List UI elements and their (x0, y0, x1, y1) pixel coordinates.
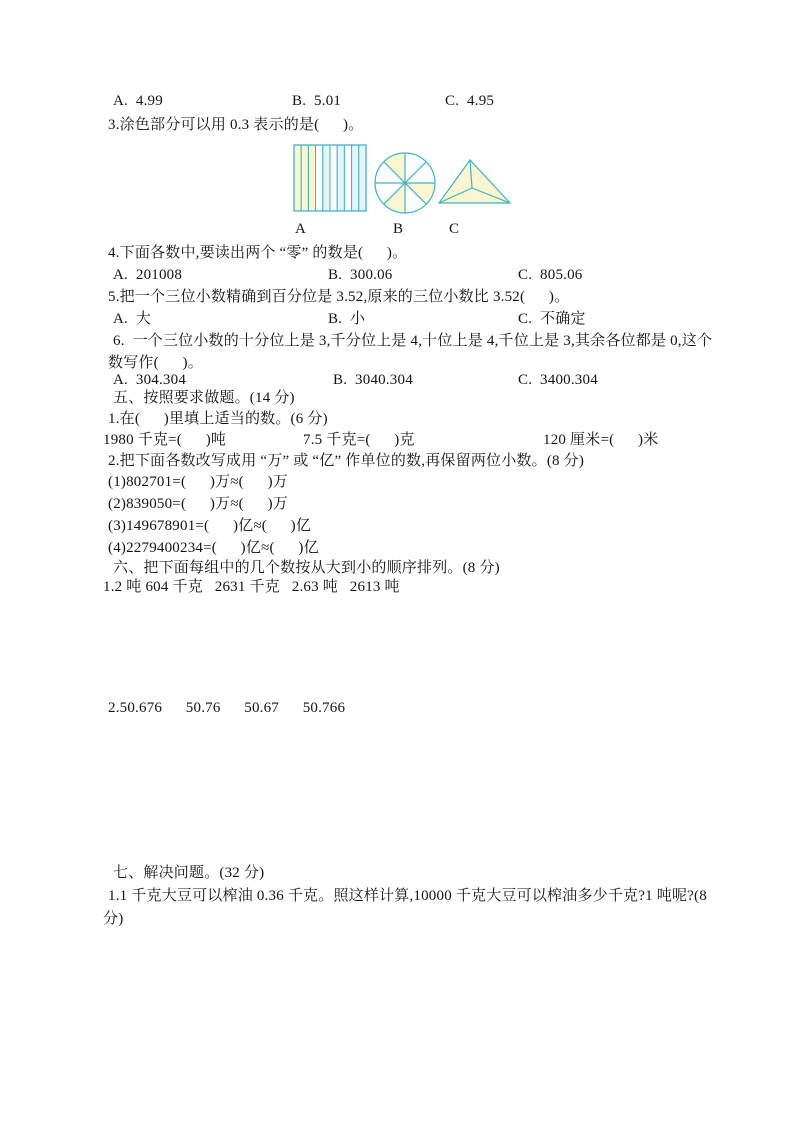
section6-item1: 1.2 吨 604 千克 2631 千克 2.63 吨 2613 吨 (103, 579, 400, 595)
section5-q2-item4: (4)2279400234=( )亿≈( )亿 (108, 540, 319, 556)
section7-q1-line1: 1.1 千克大豆可以榨油 0.36 千克。照这样计算,10000 千克大豆可以榨油多少千克?1 吨呢?(8 (108, 888, 707, 904)
section6-item2: 2.50.676 50.76 50.67 50.766 (108, 700, 346, 716)
section5-q1-blank3: 120 厘米=( )米 (543, 432, 659, 448)
section7-title: 七、解决问题。(32 分) (113, 865, 265, 881)
figure-c-triangle-parts-icon (439, 160, 510, 203)
q2-option-c: C. 4.95 (445, 93, 495, 109)
q6-stem-line1: 6. 一个三位小数的十分位上是 3,千分位上是 4,十位上是 4,千位上是 3,其余各位都是 0,这个 (113, 333, 713, 349)
q6-option-b: B. 3040.304 (333, 372, 413, 388)
q4-option-b: B. 300.06 (328, 267, 393, 283)
section5-q1-blank2: 7.5 千克=( )克 (303, 432, 415, 448)
section5-q1-blank1: 1980 千克=( )吨 (103, 432, 227, 448)
q3-stem: 3.涂色部分可以用 0.3 表示的是( )。 (108, 117, 364, 133)
section5-q2-item1: (1)802701=( )万≈( )万 (108, 474, 288, 490)
q6-option-c: C. 3400.304 (518, 372, 598, 388)
q5-option-b: B. 小 (328, 311, 366, 327)
q5-option-c: C. 不确定 (518, 311, 586, 327)
q6-stem-line2: 数写作( )。 (108, 355, 203, 371)
section7-q1-line2: 分) (103, 911, 124, 927)
q2-option-b: B. 5.01 (292, 93, 342, 109)
q2-option-a: A. 4.99 (113, 93, 163, 109)
figure-a-striped-square-icon (294, 145, 366, 211)
figure-label-c: C (449, 221, 460, 237)
q4-option-a: A. 201008 (113, 267, 183, 283)
section5-q1-stem: 1.在( )里填上适当的数。(6 分) (108, 411, 328, 427)
q3-figures (285, 140, 515, 218)
section5-q2-item3: (3)149678901=( )亿≈( )亿 (108, 518, 312, 534)
section5-q2-stem: 2.把下面各数改写成用 “万” 或 “亿” 作单位的数,再保留两位小数。(8 分) (108, 453, 585, 469)
figure-b-circle-sectors-icon (375, 153, 435, 213)
figure-label-b: B (393, 221, 404, 237)
q6-option-a: A. 304.304 (113, 372, 187, 388)
q4-option-c: C. 805.06 (518, 267, 583, 283)
section6-title: 六、把下面每组中的几个数按从大到小的顺序排列。(8 分) (113, 560, 500, 576)
section5-q2-item2: (2)839050=( )万≈( )万 (108, 496, 288, 512)
q5-option-a: A. 大 (113, 311, 152, 327)
section5-title: 五、按照要求做题。(14 分) (113, 390, 295, 406)
figure-label-a: A (295, 221, 307, 237)
q4-stem: 4.下面各数中,要读出两个 “零” 的数是( )。 (108, 245, 408, 261)
q5-stem: 5.把一个三位小数精确到百分位是 3.52,原来的三位小数比 3.52( )。 (108, 289, 570, 305)
